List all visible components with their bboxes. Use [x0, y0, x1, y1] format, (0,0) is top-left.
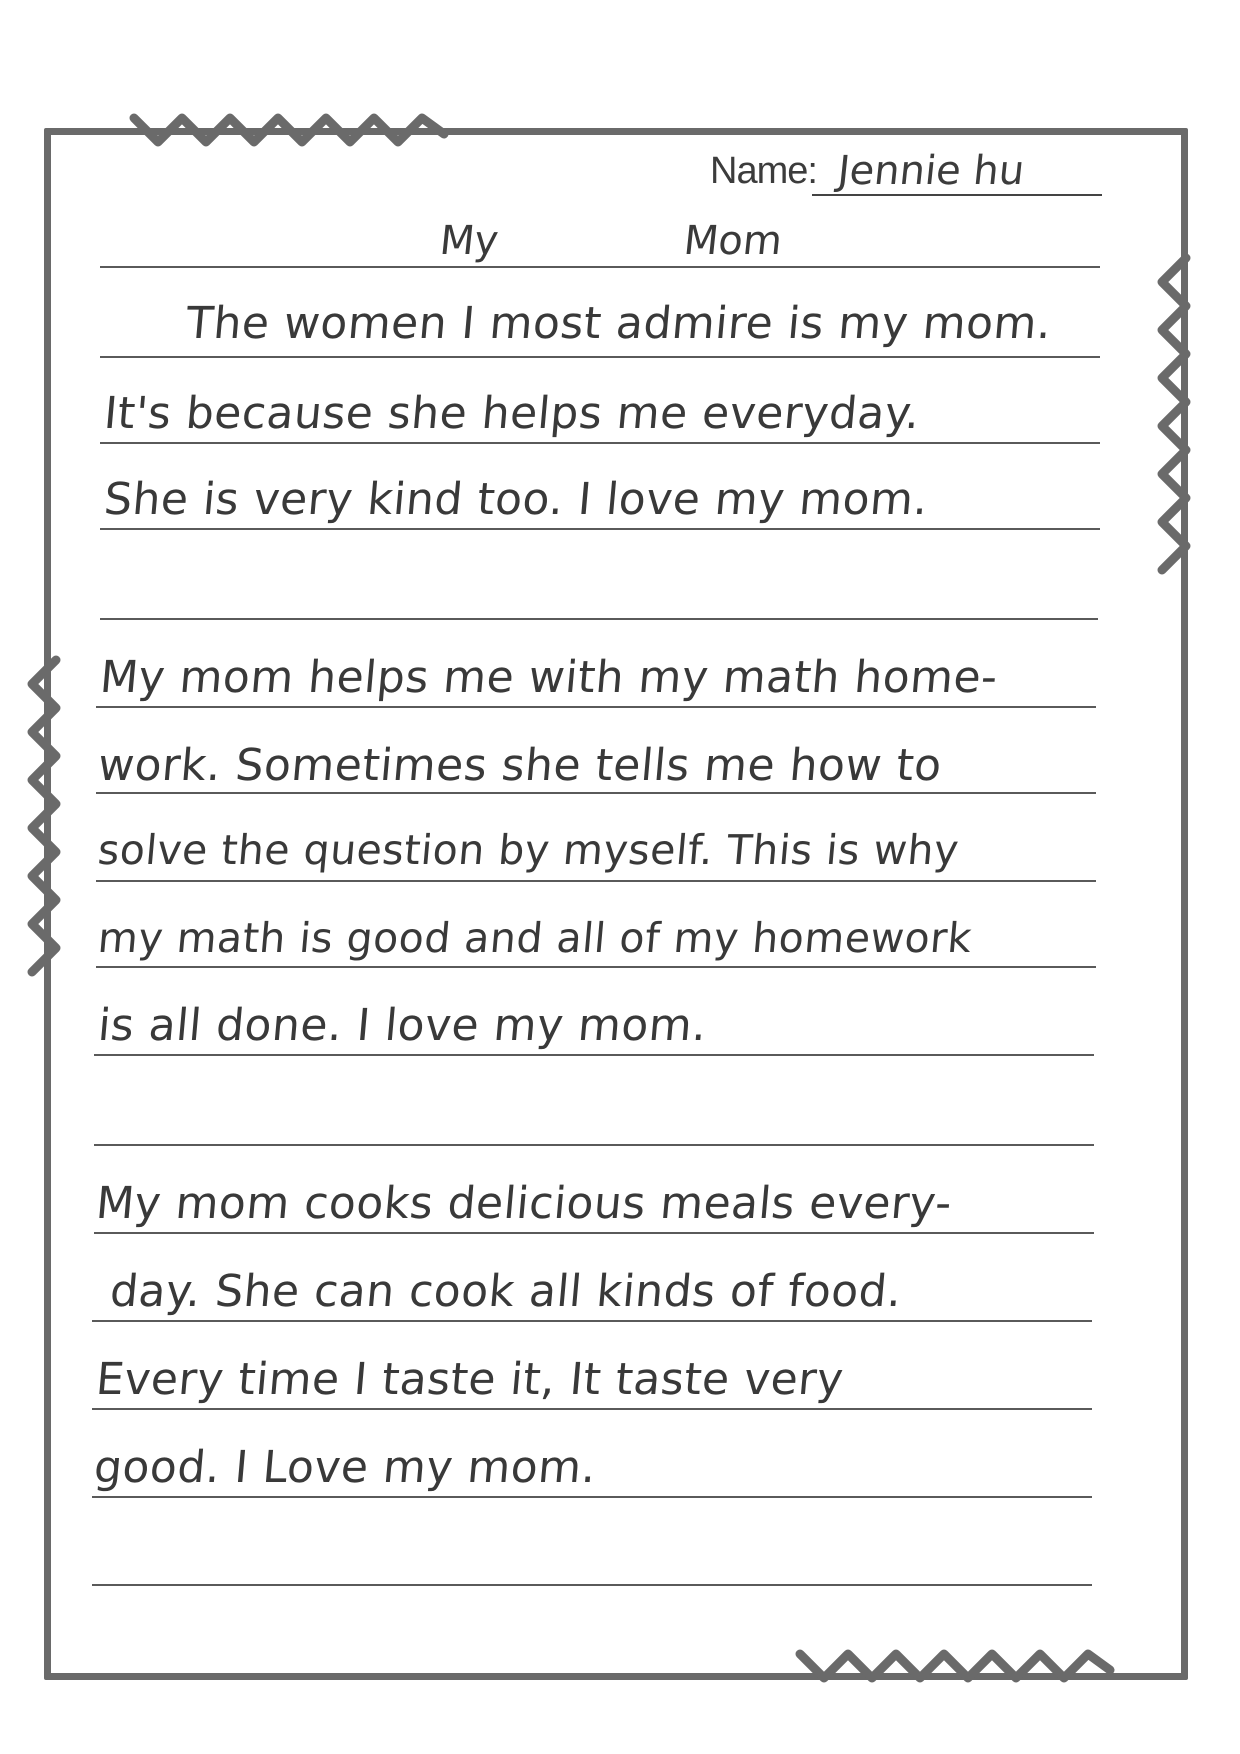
name-label: Name: — [710, 150, 817, 192]
title-word-my: My — [437, 218, 501, 264]
essay-line: day. She can cook all kinds of food. — [108, 1266, 904, 1317]
ruled-line — [96, 966, 1096, 968]
essay-line: It's because she helps me everyday. — [102, 388, 922, 439]
ruled-line — [92, 1496, 1092, 1498]
title-word-mom: Mom — [681, 218, 785, 264]
essay-line: My mom helps me with my math home- — [98, 652, 1000, 703]
ruled-line — [92, 1408, 1092, 1410]
essay-line: She is very kind too. I love my mom. — [102, 474, 931, 525]
essay-line: My mom cooks delicious meals every- — [94, 1178, 955, 1229]
ruled-line — [100, 266, 1100, 268]
ruled-line — [96, 706, 1096, 708]
ruled-line — [100, 442, 1100, 444]
zigzag-top-decoration — [134, 104, 444, 154]
essay-line: work. Sometimes she tells me how to — [96, 740, 944, 791]
ruled-line — [96, 880, 1096, 882]
essay-line: good. I Love my mom. — [92, 1442, 599, 1493]
essay-line: The women I most admire is my mom. — [184, 298, 1054, 349]
zigzag-bottom-decoration — [800, 1640, 1110, 1690]
ruled-line — [94, 1144, 1094, 1146]
ruled-line — [94, 1232, 1094, 1234]
ruled-line — [94, 1054, 1094, 1056]
ruled-line — [92, 1320, 1092, 1322]
zigzag-left-decoration — [20, 660, 70, 980]
ruled-line — [100, 528, 1100, 530]
essay-line: is all done. I love my mom. — [96, 1000, 709, 1051]
essay-line: my math is good and all of my homework — [96, 914, 974, 962]
ruled-line — [96, 792, 1096, 794]
ruled-line — [92, 1584, 1092, 1586]
name-field — [710, 150, 1110, 200]
essay-title — [437, 218, 810, 268]
ruled-line — [100, 618, 1098, 620]
essay-line: solve the question by myself. This is why — [96, 826, 961, 874]
name-underline — [812, 194, 1102, 196]
essay-line: Every time I taste it, It taste very — [94, 1354, 846, 1405]
zigzag-right-decoration — [1150, 258, 1200, 578]
student-name: Jennie hu — [835, 148, 1027, 194]
ruled-line — [100, 356, 1100, 358]
